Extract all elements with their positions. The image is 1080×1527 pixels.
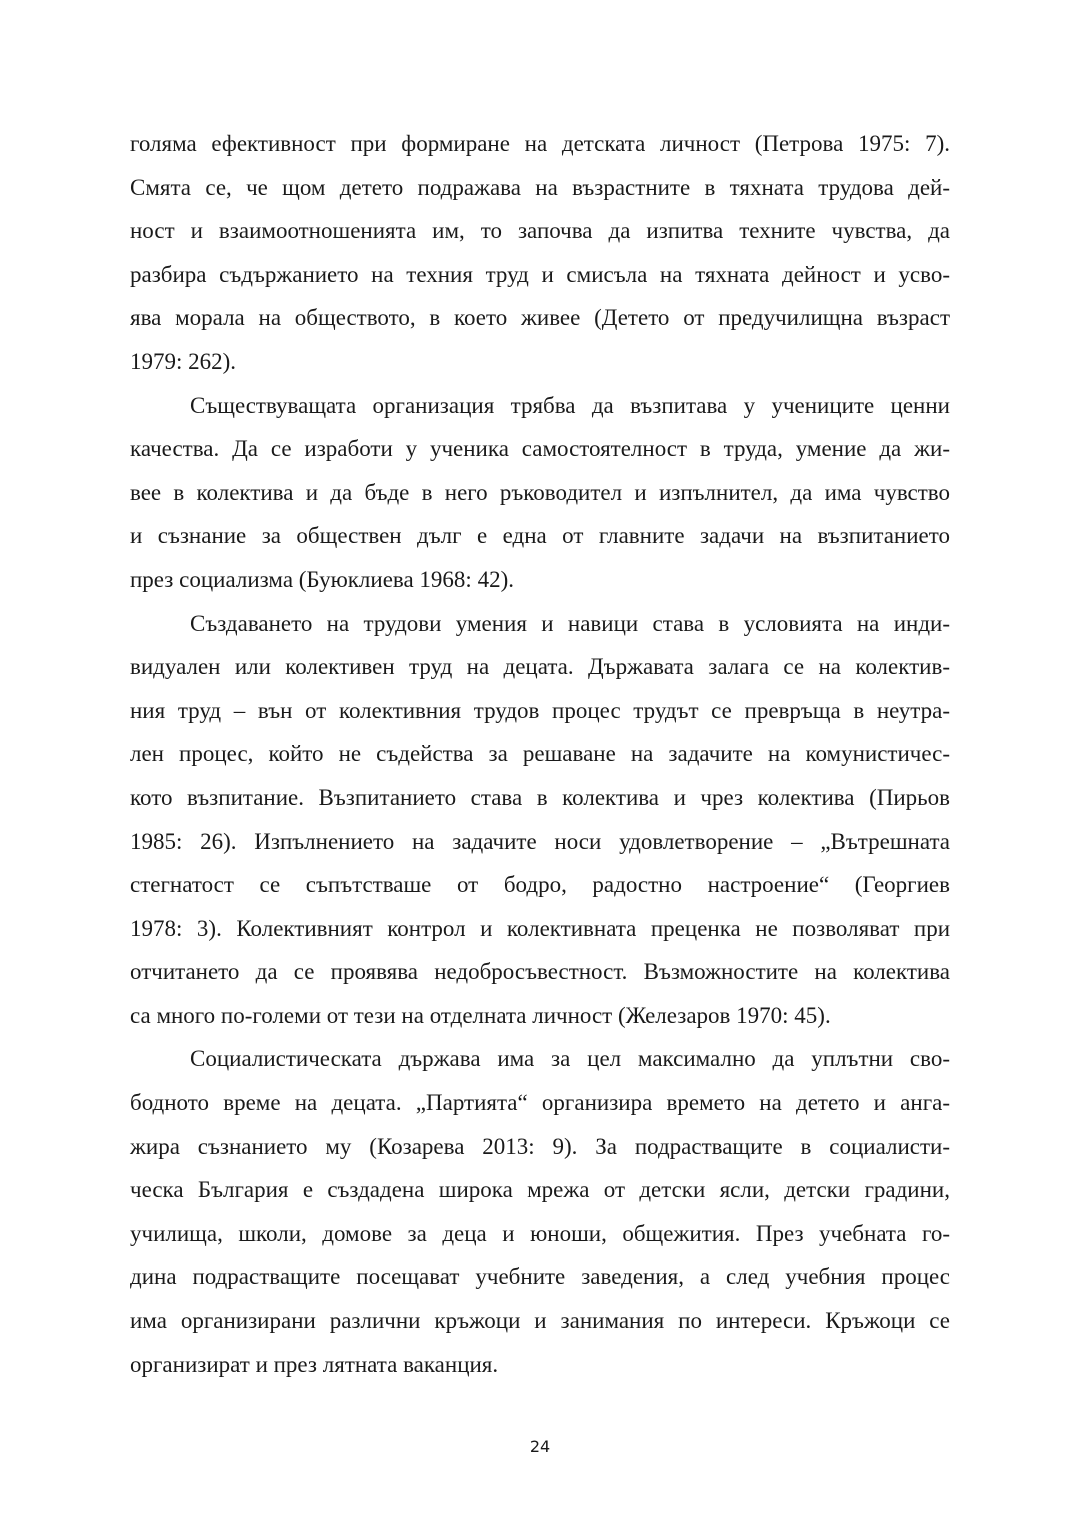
text-line: 1978: 3). Колективният контрол и колективната преценка не позволяват при [130, 915, 950, 941]
paragraph-1 [130, 122, 950, 384]
body-text [130, 122, 950, 1386]
text-line: Съществуващата организация трябва да възпитава у учениците ценни [190, 392, 950, 418]
text-line: ност и взаимоотношенията им, то започва да изпитва техните чувства, да [130, 218, 950, 244]
text-line: през социализма (Буюклиева 1968: 42). [130, 566, 514, 592]
text-line: Създаването на трудови умения и навици става в условията на инди- [190, 610, 950, 636]
text-line: са много по-големи от тези на отделната личност (Железаров 1970: 45). [130, 1002, 831, 1028]
text-line: има организирани различни кръжоци и занимания по интереси. Кръжоци се [130, 1308, 950, 1334]
text-line: стегнатост се съпътстваше от бодро, радостно настроение“ (Георгиев [130, 872, 950, 898]
page-number: 24 [529, 1437, 551, 1456]
text-line: ческа България е създадена широка мрежа от детски ясли, детски градини, [130, 1177, 950, 1203]
text-line: качества. Да се изработи у ученика самостоятелност в труда, умение да жи- [130, 436, 950, 462]
paragraph-2 [130, 384, 950, 602]
text-line: видуален или колективен труд на децата. Държавата залага се на колектив- [130, 654, 950, 680]
text-line: голяма ефективност при формиране на детската личност (Петрова 1975: 7). [130, 131, 950, 156]
text-line: жира съзнанието му (Козарева 2013: 9). За подрастващите в социалисти- [130, 1133, 950, 1159]
text-line: училища, школи, домове за деца и юноши, общежития. През учебната го- [130, 1220, 950, 1246]
paragraph-4 [130, 1037, 950, 1386]
text-line: дина подрастващите посещават учебните заведения, а след учебния процес [130, 1264, 950, 1290]
text-line: Социалистическата държава има за цел максимално да уплътни сво- [190, 1046, 950, 1072]
text-line: Смята се, че щом детето подражава на възрастните в тяхната трудова дей- [130, 174, 950, 200]
text-line: кото възпитание. Възпитанието става в колектива и чрез колектива (Пирьов [130, 784, 950, 810]
text-line: лен процес, който не съдейства за решаване на задачите на комунистичес- [130, 741, 950, 767]
text-line: и съзнание за обществен дълг е една от главните задачи на възпитанието [130, 523, 950, 549]
text-line: вее в колектива и да бъде в него ръководител и изпълнител, да има чувство [130, 479, 950, 505]
text-line: 1985: 26). Изпълнението на задачите носи удовлетворение – „Вътрешната [130, 828, 950, 854]
paragraph-3 [130, 602, 950, 1038]
text-line: отчитането да се проявява недобросъвестност. Възможностите на колектива [130, 959, 950, 985]
text-line: 1979: 262). [130, 348, 237, 374]
text-line: организират и през лятната ваканция. [130, 1351, 499, 1377]
text-line: ява морала на обществото, в което живее (Детето от предучилищна възраст [130, 305, 950, 331]
text-line: разбира съдържанието на техния труд и смисъла на тяхната дейност и усво- [130, 261, 950, 287]
text-line: ния труд – вън от колективния трудов процес трудът се превръща в неутра- [130, 697, 950, 723]
text-line: бодното време на децата. „Партията“ организира времето на детето и анга- [130, 1090, 950, 1116]
